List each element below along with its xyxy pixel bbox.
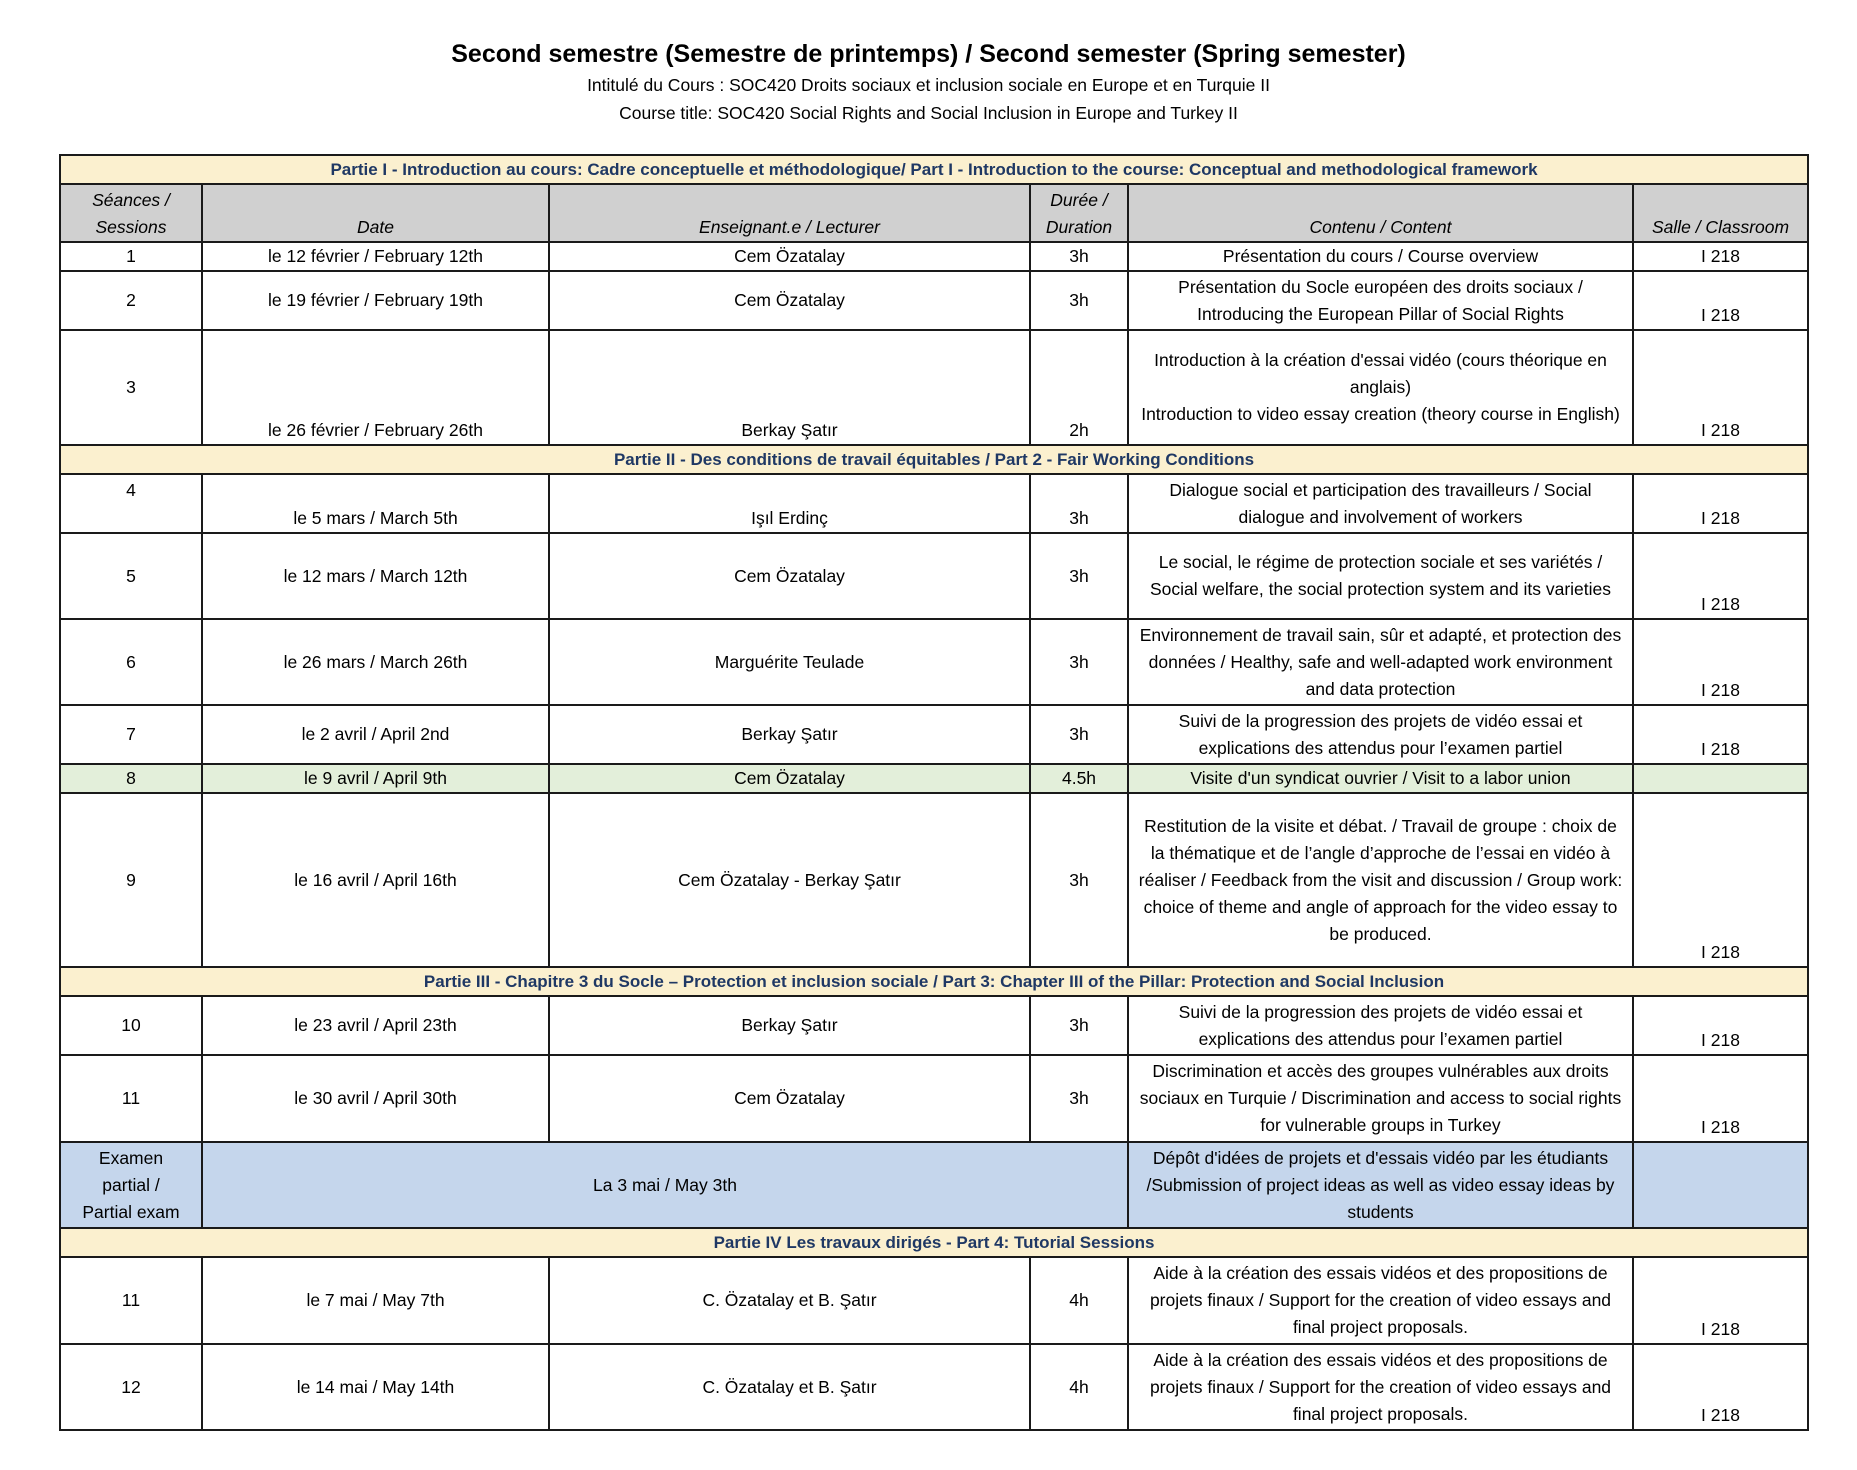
part-4-band bbox=[60, 1228, 1808, 1257]
part-3-band bbox=[60, 967, 1808, 996]
cell-duration: 3h bbox=[1030, 474, 1128, 533]
course-title-en: Course title: SOC420 Social Rights and Social Inclusion in Europe and Turkey II bbox=[619, 103, 1238, 123]
part-4-title: Partie IV Les travaux dirigés - Part 4: Tutorial Sessions bbox=[60, 1228, 1808, 1257]
table-row-visit bbox=[60, 764, 1808, 793]
cell-content: Le social, le régime de protection sociale et ses variétés / Social welfare, the social protection system and its varieties bbox=[1128, 533, 1633, 619]
cell-content: Suivi de la progression des projets de vidéo essai et explications des attendus pour l’examen partiel bbox=[1128, 996, 1633, 1055]
cell-lecturer: Cem Özatalay - Berkay Şatır bbox=[549, 793, 1030, 967]
table-row bbox=[60, 1344, 1808, 1430]
cell-lecturer: Marguérite Teulade bbox=[549, 619, 1030, 705]
part-2-title: Partie II - Des conditions de travail équitables / Part 2 - Fair Working Conditions bbox=[60, 445, 1808, 474]
cell-duration: 3h bbox=[1030, 619, 1128, 705]
cell-lecturer: Cem Özatalay bbox=[549, 271, 1030, 330]
cell-room: I 218 bbox=[1633, 1055, 1808, 1142]
cell-session: 12 bbox=[60, 1344, 202, 1430]
cell-duration: 3h bbox=[1030, 705, 1128, 764]
cell-lecturer: Cem Özatalay bbox=[549, 764, 1030, 793]
table-row bbox=[60, 242, 1808, 271]
cell-content: Restitution de la visite et débat. / Travail de groupe : choix de la thématique et de l’angle d’approche de l’essai en vidéo à réaliser / Feedback from the visit and discussion / Group work: choice of theme and angle of approach for the video essay to be produced. bbox=[1128, 793, 1633, 967]
part-1-title: Partie I - Introduction au cours: Cadre conceptuelle et méthodologique/ Part I - Introduction to the course: Conceptual and methodological framework bbox=[60, 155, 1808, 184]
cell-duration: 4h bbox=[1030, 1344, 1128, 1430]
table-row bbox=[60, 1055, 1808, 1142]
cell-lecturer: Işıl Erdinç bbox=[549, 474, 1030, 533]
cell-date: le 26 mars / March 26th bbox=[202, 619, 549, 705]
cell-lecturer: Berkay Şatır bbox=[549, 705, 1030, 764]
col-duration-line2: Duration bbox=[1045, 217, 1113, 237]
cell-lecturer: Berkay Şatır bbox=[549, 330, 1030, 445]
cell-content: Discrimination et accès des groupes vulnérables aux droits sociaux en Turquie / Discrimination and access to social rights for vulnerable groups in Turkey bbox=[1128, 1055, 1633, 1142]
cell-duration: 2h bbox=[1030, 330, 1128, 445]
cell-session: 10 bbox=[60, 996, 202, 1055]
exam-label-line3: Partial exam bbox=[82, 1201, 180, 1222]
table-row bbox=[60, 619, 1808, 705]
cell-content: Présentation du cours / Course overview bbox=[1128, 242, 1633, 271]
table-row bbox=[60, 996, 1808, 1055]
cell-session: 11 bbox=[60, 1055, 202, 1142]
page-title: Second semestre (Semestre de printemps) / Second semester (Spring semester) bbox=[451, 40, 1406, 68]
cell-date: le 14 mai / May 14th bbox=[202, 1344, 549, 1430]
table-row bbox=[60, 271, 1808, 330]
table-row bbox=[60, 793, 1808, 967]
cell-date: le 26 février / February 26th bbox=[202, 330, 549, 445]
col-content: Contenu / Content bbox=[1128, 184, 1633, 242]
cell-room: I 218 bbox=[1633, 996, 1808, 1055]
cell-content: Aide à la création des essais vidéos et des propositions de projets finaux / Support for the creation of video essays and final project proposals. bbox=[1128, 1257, 1633, 1344]
cell-date: le 7 mai / May 7th bbox=[202, 1257, 549, 1344]
cell-duration: 3h bbox=[1030, 793, 1128, 967]
cell-session: 5 bbox=[60, 533, 202, 619]
part-2-band bbox=[60, 445, 1808, 474]
schedule-table bbox=[59, 154, 1809, 1431]
cell-lecturer: Cem Özatalay bbox=[549, 533, 1030, 619]
cell-duration: 3h bbox=[1030, 1055, 1128, 1142]
table-row bbox=[60, 1257, 1808, 1344]
cell-session: 3 bbox=[60, 330, 202, 445]
cell-exam-room bbox=[1633, 1142, 1808, 1228]
cell-duration: 3h bbox=[1030, 533, 1128, 619]
cell-date: le 16 avril / April 16th bbox=[202, 793, 549, 967]
cell-lecturer: C. Özatalay et B. Şatır bbox=[549, 1257, 1030, 1344]
cell-lecturer: Cem Özatalay bbox=[549, 1055, 1030, 1142]
cell-lecturer: Berkay Şatır bbox=[549, 996, 1030, 1055]
col-classroom: Salle / Classroom bbox=[1633, 184, 1808, 242]
table-row bbox=[60, 705, 1808, 764]
cell-exam-label bbox=[60, 1142, 202, 1228]
cell-room: I 218 bbox=[1633, 619, 1808, 705]
cell-date: le 12 mars / March 12th bbox=[202, 533, 549, 619]
cell-duration: 4h bbox=[1030, 1257, 1128, 1344]
cell-date: le 12 février / February 12th bbox=[202, 242, 549, 271]
cell-session: 6 bbox=[60, 619, 202, 705]
cell-duration: 4.5h bbox=[1030, 764, 1128, 793]
header-row bbox=[60, 184, 1808, 242]
exam-label-line1: Examen bbox=[98, 1147, 164, 1168]
col-sessions bbox=[60, 184, 202, 242]
cell-room bbox=[1633, 764, 1808, 793]
exam-label-line2: partial / bbox=[102, 1174, 160, 1195]
cell-content: Aide à la création des essais vidéos et des propositions de projets finaux / Support for the creation of video essays and final project proposals. bbox=[1128, 1344, 1633, 1430]
cell-content-en: Introduction to video essay creation (theory course in English) bbox=[1141, 404, 1620, 424]
cell-date: le 23 avril / April 23th bbox=[202, 996, 549, 1055]
cell-room: I 218 bbox=[1633, 1257, 1808, 1344]
table-row bbox=[60, 474, 1808, 533]
cell-date: le 9 avril / April 9th bbox=[202, 764, 549, 793]
cell-date: le 19 février / February 19th bbox=[202, 271, 549, 330]
cell-duration: 3h bbox=[1030, 271, 1128, 330]
cell-date: le 5 mars / March 5th bbox=[202, 474, 549, 533]
cell-exam-content: Dépôt d'idées de projets et d'essais vidéo par les étudiants /Submission of project ideas as well as video essay ideas by students bbox=[1128, 1142, 1633, 1228]
cell-room: I 218 bbox=[1633, 1344, 1808, 1430]
cell-lecturer: C. Özatalay et B. Şatır bbox=[549, 1344, 1030, 1430]
cell-room: I 218 bbox=[1633, 533, 1808, 619]
cell-content-fr: Introduction à la création d'essai vidéo (cours théorique en anglais) bbox=[1154, 350, 1607, 397]
col-lecturer: Enseignant.e / Lecturer bbox=[549, 184, 1030, 242]
table-row-exam bbox=[60, 1142, 1808, 1228]
cell-content bbox=[1128, 330, 1633, 445]
cell-room: I 218 bbox=[1633, 705, 1808, 764]
cell-room: I 218 bbox=[1633, 271, 1808, 330]
cell-session: 9 bbox=[60, 793, 202, 967]
cell-content: Environnement de travail sain, sûr et adapté, et protection des données / Healthy, safe and well-adapted work environment and data protection bbox=[1128, 619, 1633, 705]
cell-room: I 218 bbox=[1633, 474, 1808, 533]
cell-room: I 218 bbox=[1633, 793, 1808, 967]
cell-date: le 30 avril / April 30th bbox=[202, 1055, 549, 1142]
cell-lecturer: Cem Özatalay bbox=[549, 242, 1030, 271]
col-duration bbox=[1030, 184, 1128, 242]
part-3-title: Partie III - Chapitre 3 du Socle – Protection et inclusion sociale / Part 3: Chapter III of the Pillar: Protection and Social Inclusion bbox=[60, 967, 1808, 996]
cell-room: I 218 bbox=[1633, 242, 1808, 271]
cell-content: Suivi de la progression des projets de vidéo essai et explications des attendus pour l’examen partiel bbox=[1128, 705, 1633, 764]
part-1-band bbox=[60, 155, 1808, 184]
cell-session: 8 bbox=[60, 764, 202, 793]
cell-session: 2 bbox=[60, 271, 202, 330]
col-date: Date bbox=[202, 184, 549, 242]
cell-duration: 3h bbox=[1030, 996, 1128, 1055]
cell-content: Dialogue social et participation des travailleurs / Social dialogue and involvement of workers bbox=[1128, 474, 1633, 533]
cell-date: le 2 avril / April 2nd bbox=[202, 705, 549, 764]
cell-session: 11 bbox=[60, 1257, 202, 1344]
cell-session: 7 bbox=[60, 705, 202, 764]
cell-exam-date: La 3 mai / May 3th bbox=[202, 1142, 1128, 1228]
table-row bbox=[60, 533, 1808, 619]
col-sessions-line2: Sessions bbox=[95, 217, 167, 237]
cell-session: 1 bbox=[60, 242, 202, 271]
cell-room: I 218 bbox=[1633, 330, 1808, 445]
cell-content: Visite d'un syndicat ouvrier / Visit to a labor union bbox=[1128, 764, 1633, 793]
cell-duration: 3h bbox=[1030, 242, 1128, 271]
course-title-fr: Intitulé du Cours : SOC420 Droits sociaux et inclusion sociale en Europe et en Turquie II bbox=[587, 75, 1270, 95]
cell-content: Présentation du Socle européen des droits sociaux / Introducing the European Pillar of Social Rights bbox=[1128, 271, 1633, 330]
col-duration-line1: Durée / bbox=[1050, 190, 1108, 210]
table-row bbox=[60, 330, 1808, 445]
cell-session: 4 bbox=[60, 474, 202, 533]
col-sessions-line1: Séances / bbox=[92, 190, 170, 210]
